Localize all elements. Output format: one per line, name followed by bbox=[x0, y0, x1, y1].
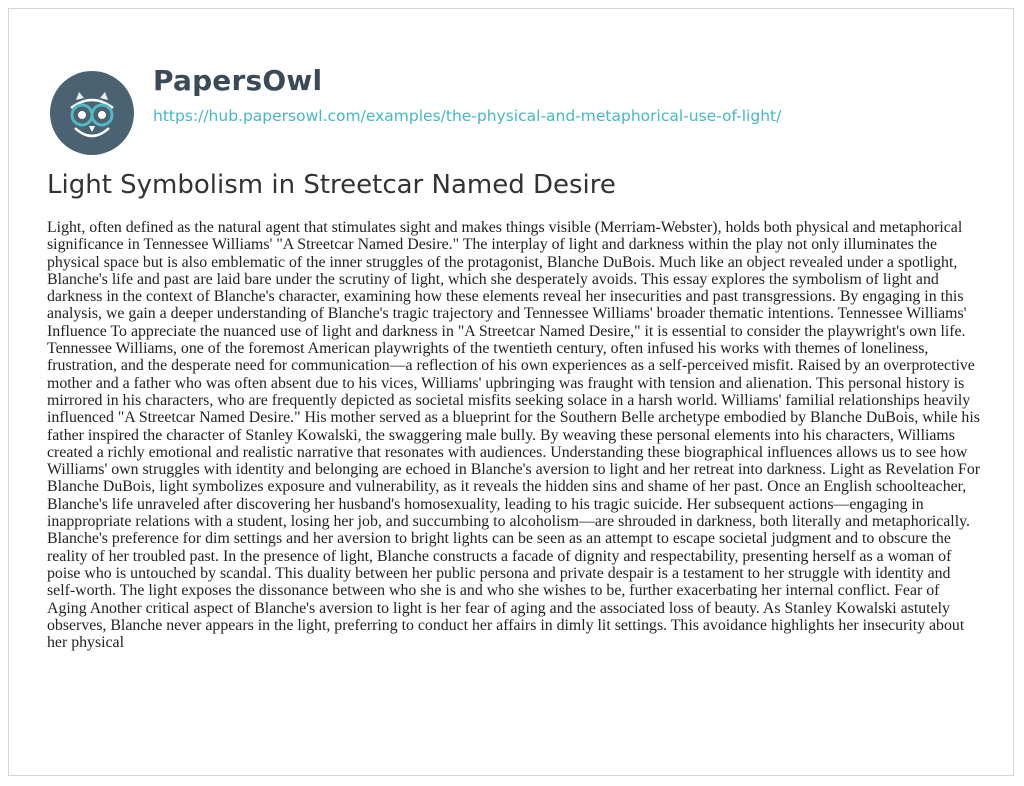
article-title: Light Symbolism in Streetcar Named Desire bbox=[47, 170, 616, 200]
source-url-link[interactable]: https://hub.papersowl.com/examples/the-physical-and-metaphorical-use-of-light/ bbox=[153, 107, 782, 125]
brand-name[interactable]: PapersOwl bbox=[153, 64, 323, 97]
article-body: Light, often defined as the natural agent that stimulates sight and makes things visible (Merriam-Webster), holds both physical and metaphorical significance in Tennessee Williams' "A Streetcar Named Desire." The interplay of light and darkness within the play not only illuminates the physical space but is also emblematic of the inner struggles of the protagonist, Blanche DuBois. Much like an object revealed under a spotlight, Blanche's life and past are laid bare under the scrutiny of light, which she desperately avoids. This essay explores the symbolism of light and darkness in the context of Blanche's character, examining how these elements reveal her insecurities and past transgressions. By engaging in this analysis, we gain a deeper understanding of Blanche's tragic trajectory and Tennessee Williams' broader thematic intentions. Tennessee Williams' Influence To appreciate the nuanced use of light and darkness in "A Streetcar Named Desire," it is essential to consider the playwright's own life. Tennessee Williams, one of the foremost American playwrights of the twentieth century, often infused his works with themes of loneliness, frustration, and the desperate need for communication—a reflection of his own experiences as a self-perceived misfit. Raised by an overprotective mother and a father who was often absent due to his vices, Williams' upbringing was fraught with tension and alienation. This personal history is mirrored in his characters, who are frequently depicted as societal misfits seeking solace in a harsh world. Williams' familial relationships heavily influenced "A Streetcar Named Desire." His mother served as a blueprint for the Southern Belle archetype embodied by Blanche DuBois, while his father inspired the character of Stanley Kowalski, the swaggering male bully. By weaving these personal elements into his characters, Williams created a richly emotional and realistic narrative that resonates with audiences. Understanding these biographical influences allows us to see how Williams' own struggles with identity and belonging are echoed in Blanche's aversion to light and her retreat into darkness. Light as Revelation For Blanche DuBois, light symbolizes exposure and vulnerability, as it reveals the hidden sins and shame of her past. Once an English schoolteacher, Blanche's life unraveled after discovering her husband's homosexuality, leading to his tragic suicide. Her subsequent actions—engaging in inappropriate relations with a student, losing her job, and succumbing to alcoholism—are shrouded in darkness, both literally and metaphorically. Blanche's preference for dim settings and her aversion to bright lights can be seen as an attempt to escape societal judgment and to obscure the reality of her troubled past. In the presence of light, Blanche constructs a facade of dignity and respectability, presenting herself as a woman of poise who is untouched by scandal. This duality between her public persona and private despair is a testament to her struggle with identity and self-worth. The light exposes the dissonance between who she is and who she wishes to be, further exacerbating her internal conflict. Fear of Aging Another critical aspect of Blanche's aversion to light is her fear of aging and the associated loss of beauty. As Stanley Kowalski astutely observes, Blanche never appears in the light, preferring to conduct her affairs in dimly lit settings. This avoidance highlights her insecurity about her physical bbox=[47, 219, 981, 652]
owl-logo-icon[interactable] bbox=[49, 70, 135, 156]
